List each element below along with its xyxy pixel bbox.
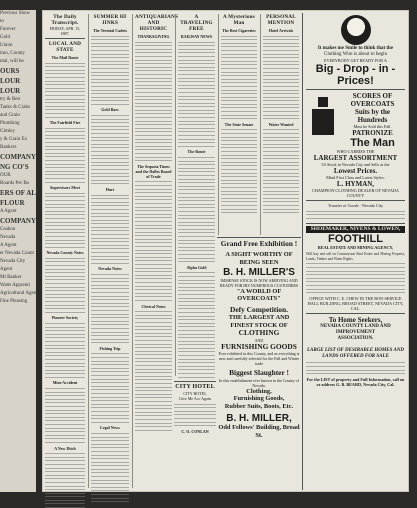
city-hotel-note: Give Me Acc Again (179, 396, 211, 401)
agency-line: REAL ESTATE AND MINING AGENCY, (317, 245, 394, 251)
text-lines (135, 181, 172, 301)
text-lines (45, 323, 85, 378)
column-mysterious-man (218, 14, 259, 235)
text-lines (135, 311, 172, 431)
col6-subheads (263, 28, 299, 213)
land-co-line-1: NEVADA COUNTY LAND AND IMPROVEMENT (320, 323, 391, 335)
column-summer-hi-jinks (88, 14, 131, 488)
miller-ad-line: "A WORLD OF OVERCOATS" (236, 287, 282, 303)
text-lines (174, 404, 216, 427)
edge-text-fragment: try & Ben (0, 97, 20, 102)
divider (45, 38, 85, 39)
text-lines (306, 263, 405, 293)
edge-text-fragment: er Nevada Count (0, 251, 34, 256)
col5-subheads (221, 28, 257, 213)
edge-text-fragment: Previous Show (0, 11, 31, 16)
edge-text-fragment: A Agent (0, 209, 17, 214)
city-hotel-title: CITY HOTEL (175, 384, 215, 390)
edge-text-fragment: OUR (0, 173, 11, 178)
subheading: Nevada Notes (98, 266, 122, 272)
subheading: A New Ditch (54, 445, 76, 451)
foothill-line: FOOTHILL (328, 233, 383, 246)
miller-ad-line: Biggest Slaughter ! (229, 368, 289, 378)
dateline: FRIDAY, APR. 15, 1887. (49, 26, 81, 36)
subheading: Supervisors Meet (50, 185, 80, 191)
transfer-line: Transfer of Goods - Nevada City (327, 203, 384, 208)
edge-text-fragment: LOUR (0, 77, 21, 85)
subheading: Gold Bars (101, 107, 119, 113)
edge-text-fragment: tion, County (0, 51, 26, 56)
edge-text-fragment: A Agent (0, 243, 17, 248)
col4-subheads (178, 34, 215, 378)
subheading: Nevada County Notes (46, 250, 84, 256)
subheading: The Route (187, 149, 206, 155)
miller-ad-line: Rubber Suits, Boots, Etc. (224, 402, 294, 410)
column-local-news (43, 14, 87, 488)
edge-text-fragment: to (0, 19, 4, 24)
edge-text-fragment: Fine Pleasing (0, 299, 28, 304)
overcoat-figure (306, 93, 340, 137)
edge-text-fragment: Mt Banker (0, 275, 22, 280)
edge-text-fragment: Agricultural Agent (0, 291, 38, 296)
edge-text-fragment: NG CO'S (0, 163, 29, 171)
miller-ad-line: CLOTHING (238, 328, 280, 338)
miller-ad-line: FURNISHING GOODS (221, 341, 297, 351)
headline: SUMMER HI JINKS (93, 14, 127, 26)
subheading: THANKSGIVING (137, 34, 170, 39)
land-ad (306, 314, 405, 389)
headline: PERSONAL MENTION (266, 14, 296, 26)
hyman-name: L. HYMAN, (336, 180, 375, 188)
styles-line: Mind First Class and Latest Styles. (326, 175, 385, 180)
text-lines (221, 36, 257, 120)
miller-ad-line: A SIGHT WORTHY OF BEING SEEN (225, 251, 293, 266)
edge-text-fragment: Bankers (0, 145, 17, 150)
subheading: The Best Cigarettes (222, 28, 256, 33)
subheading: Fishing Trip (99, 345, 121, 351)
subheading: The Teetotal Cadets (93, 28, 127, 33)
miller-ad-line: Ever exhibited in this County, and as everything is new and carefully selected for the Fall and Winter trade (218, 351, 300, 367)
text-lines (91, 195, 129, 264)
col2-subheads (91, 28, 129, 502)
edge-text-fragment: Forever (0, 27, 16, 32)
miller-ad-line: Odd Fellows' Building, Broad St. (218, 424, 300, 439)
text-lines (221, 129, 257, 213)
miller-ad-line: IMMENSE STOCK IS NOW ARRIVING AND READY FOR HIS NUMEROUS CUSTOMERS (219, 277, 299, 288)
overcoats-line: SCORES OF OVERCOATS (350, 92, 395, 108)
shoemaker-line: SHOEMAKER, NIVENS & LOWEN, (306, 226, 405, 233)
text-lines (178, 42, 215, 147)
newspaper-page (42, 10, 409, 492)
edge-text-fragment: Agent (0, 267, 13, 272)
masthead: The Daily Transcript. (51, 14, 79, 26)
smile-line-3: EVERYBODY GET READY FOR A (324, 58, 387, 63)
miller-ad-line: Defy Competition. (230, 304, 288, 314)
text-lines (91, 115, 129, 184)
subheading: The Fairfield Fire (49, 120, 81, 126)
left-page-edge (0, 10, 41, 492)
subheading: Hotel Arrivals (268, 28, 294, 33)
carries-line: WHO CARRIES THE (336, 149, 375, 154)
text-lines (91, 274, 129, 343)
edge-text-fragment: Union (0, 43, 13, 48)
miller-ad-line: B. H. MILLER'S (223, 266, 295, 278)
text-lines (91, 36, 129, 105)
column-antiquarians (132, 14, 179, 488)
text-lines (135, 42, 172, 162)
edge-text-fragment: and Grain (0, 113, 20, 118)
overcoats-ad (306, 90, 405, 201)
miller-ad-line: AND (254, 337, 264, 343)
text-lines (178, 272, 215, 377)
advertisement-column (302, 13, 408, 490)
text-lines (263, 36, 299, 120)
text-lines (45, 63, 85, 118)
edge-text-fragment: ntal, will be (0, 59, 24, 64)
assortment-line: LARGEST ASSORTMENT (313, 154, 398, 162)
smile-ad (306, 13, 405, 90)
miller-ad-line: Furnishing Goods, (233, 395, 285, 403)
land-co-line-2: ASSOCIATION. (337, 335, 374, 341)
suits-line: Suits by the Hundreds (354, 108, 390, 124)
subheading: Clerical Notes (141, 303, 166, 309)
text-lines (91, 433, 129, 502)
shoemaker-note: Will buy and sell on Commission Real Estate and Mining Property, Lands, Timber and Water Rights. (306, 252, 405, 261)
miller-advertisement (217, 237, 301, 489)
text-lines (178, 157, 215, 262)
subheading: The Sequoia Times and the Dalles Board of Trade (135, 163, 172, 179)
subheading: The Mail Route (51, 55, 79, 60)
section-heading: LOCAL AND STATE (48, 41, 82, 53)
edge-text-fragment: Ceabon (0, 227, 16, 232)
col1-subheads (45, 55, 85, 508)
patronize-line: PATRONIZE (352, 129, 393, 137)
text-lines (45, 128, 85, 183)
text-lines (45, 453, 85, 508)
miller-ad-line: Clothing, (246, 387, 272, 395)
text-lines (306, 211, 405, 219)
subheading: Water Wanted (268, 121, 294, 127)
transfer-notice (306, 201, 405, 224)
edge-text-fragment: Nevada City (0, 259, 26, 264)
shoemaker-ad (306, 224, 405, 313)
portrait-illustration (341, 15, 371, 45)
office-line: OFFICE WITH C. E. CHEW IN THE BON-SERVICE HALL BUILDING, BROAD STREET, NEVADA CITY, CAL. (307, 295, 404, 311)
headline: A TRAVELING FREE (180, 14, 213, 32)
text-lines (306, 362, 405, 374)
home-seekers-heading: To Home Seekers, (328, 315, 383, 324)
edge-text-fragment: ERS OF ALL (0, 189, 41, 197)
edge-text-fragment: OURS (0, 67, 20, 75)
edge-text-fragment: Gimley (0, 129, 15, 134)
column-traveling-free (175, 14, 217, 376)
text-lines (263, 129, 299, 213)
edge-text-fragment: FLOUR (0, 199, 25, 207)
subheading: Mine Accident (52, 380, 78, 386)
subheading: Alpha Gold (186, 264, 207, 270)
headline: A Mysterious Man (223, 14, 255, 26)
edge-text-fragment: y & Grain Ex (0, 137, 28, 142)
text-lines (91, 353, 129, 422)
the-man-line: The Man (350, 137, 395, 149)
col3-subheads (135, 34, 172, 431)
miller-ad-line: In this establishment ever known in the County of Nevada. (219, 377, 299, 388)
smile-line-2: Clothing Wire is about to begin (324, 52, 387, 57)
city-hotel-proprietor: C. O. CONLAN (181, 428, 209, 434)
subheading: RAILWAY NEWS (180, 34, 213, 39)
city-hotel-subtitle: CITY HOTEL (183, 391, 207, 396)
miller-ad-line: THE LARGEST AND FINEST STOCK OF (228, 314, 290, 329)
lowest-prices-line: Lowest Prices. (333, 167, 378, 175)
text-lines (45, 388, 85, 443)
column-personal-mention (260, 14, 301, 235)
edge-text-fragment: Watts Apprenti (0, 283, 31, 288)
text-lines (45, 258, 85, 313)
subheading: The State Senate (224, 121, 254, 127)
address-line: For the LIST of property and Full Information, call on or address G. B. BEARD, Nevada City, Cal. (306, 376, 405, 387)
miller-ad-line: Grand Free Exhibition ! (220, 239, 298, 248)
smile-line-1: It makes me Smile to think that the (317, 46, 394, 51)
edge-text-fragment: COMPANY (0, 153, 37, 161)
miller-ad-line: B. H. MILLER, (226, 413, 292, 425)
edge-text-fragment: Gold (0, 35, 10, 40)
edge-text-fragment: Boards Per Bo (0, 181, 30, 186)
subheading: Hurt (105, 186, 115, 192)
subheading: Pioneer Society (51, 315, 79, 321)
subheading: Legal News (100, 425, 120, 431)
edge-text-fragment: Plumbing (0, 121, 20, 126)
city-hotel-ad (174, 381, 216, 434)
edge-text-fragment: Nevada (0, 235, 16, 240)
large-list-line: LARGE LIST OF DESIRABLE HOMES AND LANDS OFFERED FOR SALE (306, 347, 405, 359)
big-drop-headline: Big - Drop - in - Prices! (315, 63, 396, 87)
edge-text-fragment: LOUR (0, 87, 21, 95)
edge-text-fragment: Tanks & Crabs (0, 105, 30, 110)
champion-line: CHAMPION CLOTHING DEALER OF NEVADA COUNTY (312, 188, 399, 198)
stock-line: Of Stock in Nevada City and Sells at the (321, 162, 390, 167)
text-lines (45, 193, 85, 248)
headline: ANTIQUARIANS AND HISTORIC (135, 14, 179, 32)
edge-text-fragment: COMPANY (0, 217, 37, 225)
sold-line: Must be Sold this Fall. (353, 124, 392, 129)
